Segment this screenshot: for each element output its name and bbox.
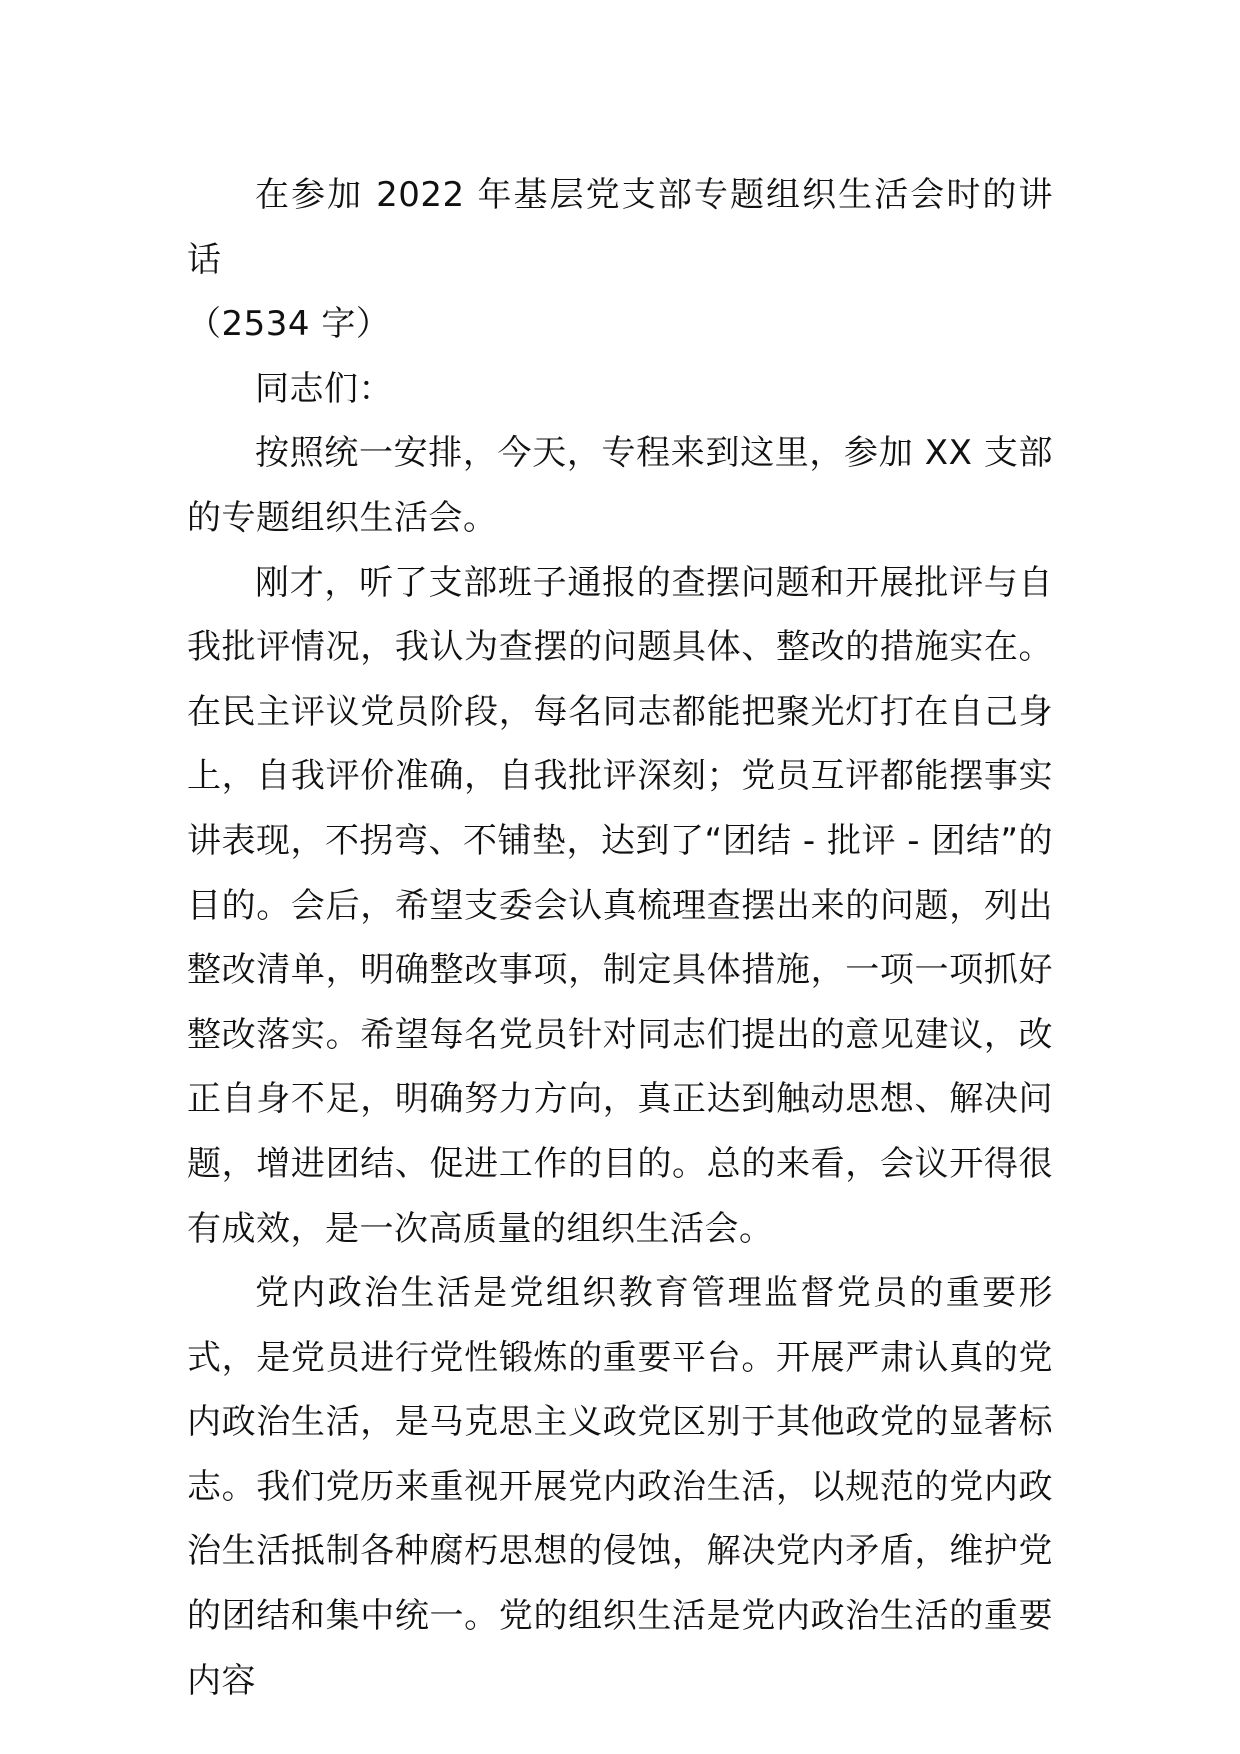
word-count <box>187 292 1053 357</box>
salutation: 同志们： <box>255 368 393 409</box>
document-body <box>187 163 1053 1713</box>
document-title <box>187 163 1053 292</box>
paragraph-1: 按照统一安排，今天，专程来到这里，参加 XX 支部的专题组织生活会。 <box>187 433 1053 538</box>
paragraph-3: 党内政治生活是党组织教育管理监督党员的重要形式，是党员进行党性锻炼的重要平台。开展严肃认真的党内政治生活，是马克思主义政党区别于其他政党的显著标志。我们党历来重视开展党内政治生活，以规范的党内政治生活抵制各种腐朽思想的侵蚀，解决党内矛盾，维护党的团结和集中统一。党的组织生活是党内政治生活的重要内容 <box>187 1273 1053 1701</box>
paragraph-2: 刚才，听了支部班子通报的查摆问题和开展批评与自我批评情况，我认为查摆的问题具体、整改的措施实在。在民主评议党员阶段，每名同志都能把聚光灯打在自己身上，自我评价准确，自我批评深刻；党员互评都能摆事实讲表现，不拐弯、不铺垫，达到了“团结 - 批评 - 团结”的目的。会后，希望支委会认真梳理查摆出来的问题，列出整改清单，明确整改事项，制定具体措施，一项一项抓好整改落实。希望每名党员针对同志们提出的意见建议，改正自身不足，明确努力方向，真正达到触动思想、解决问题，增进团结、促进工作的目的。总的来看，会议开得很有成效，是一次高质量的组织生活会。 <box>187 562 1053 1249</box>
title-line-1: 在参加 2022 年基层党支部专题组织生活会时的讲话 <box>187 175 1053 280</box>
title-line-2: （2534 字） <box>187 304 391 345</box>
